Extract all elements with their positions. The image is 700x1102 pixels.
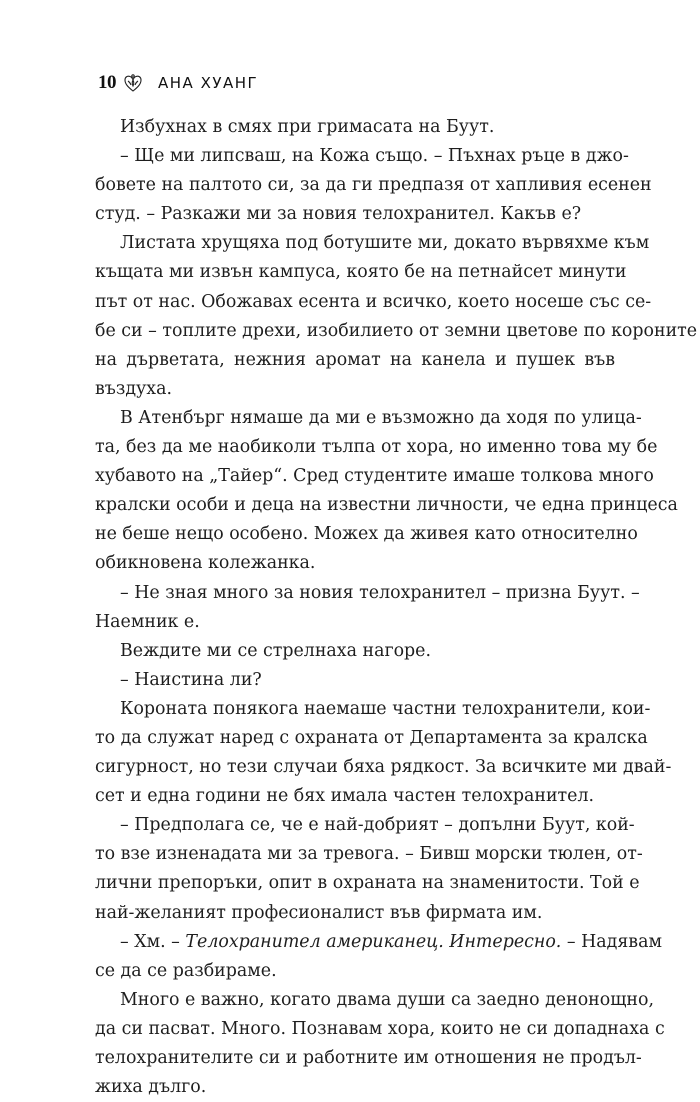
text-line: Наемник е.: [95, 611, 200, 632]
text-line: лични препоръки, опит в охраната на знаменитости. Той е: [95, 873, 640, 894]
text-line: В Атенбърг нямаше да ми е възможно да ходя по улица-: [120, 407, 642, 428]
text-line: на дърветата, нежния аромат на канела и пушек във: [95, 349, 615, 370]
text-line: къщата ми извън кампуса, която бе на петнайсет минути: [95, 262, 627, 283]
text-line: то да служат наред с охраната от Департамента за кралска: [95, 727, 648, 748]
text-line: студ. – Разкажи ми за новия телохранител. Какъв е?: [95, 204, 582, 225]
text-line: – Наистина ли?: [120, 669, 262, 690]
text-line: обикновена колежанка.: [95, 553, 316, 574]
text-line: телохранителите си и работните им отношения не продъл-: [95, 1048, 642, 1068]
text-segment: – Надявам: [561, 931, 662, 952]
text-line: се да се разбираме.: [95, 960, 277, 981]
running-header: [98, 68, 258, 98]
text-line: сет и една години не бях имала частен телохранител.: [95, 786, 595, 807]
text-line: не беше нещо особено. Можех да живея като относително: [95, 524, 638, 545]
text-line: сигурност, но тези случаи бяха рядкост. За всичките ми двай-: [95, 757, 672, 778]
text-line: хубавото на „Тайер“. Сред студентите имаше толкова много: [95, 466, 654, 487]
page-number: 10: [98, 72, 116, 93]
text-line: Веждите ми се стрелнаха нагоре.: [120, 640, 432, 661]
text-line: – Ще ми липсваш, на Кожа също. – Пъхнах ръце в джо-: [120, 146, 629, 167]
text-line: – Предполага се, че е най-добрият – допълни Буут, кой-: [120, 815, 635, 836]
text-line: Избухнах в смях при гримасата на Буут.: [120, 117, 495, 137]
author-name: АНА ХУАНГ: [158, 74, 259, 92]
text-line: Короната понякога наемаше частни телохранители, кои-: [120, 698, 651, 719]
text-segment: – Хм. –: [120, 931, 186, 952]
floral-ornament-icon: [122, 72, 144, 94]
text-line-with-italics: [95, 928, 662, 957]
text-line: най-желаният професионалист във фирмата им.: [95, 902, 543, 923]
italic-thought: Телохранител американец. Интересно.: [185, 931, 562, 952]
text-line: да си пасват. Много. Познавам хора, които не си допаднаха с: [95, 1018, 665, 1039]
text-line: жиха дълго.: [95, 1077, 207, 1098]
text-line: път от нас. Обожавах есента и всичко, което носеше със се-: [95, 291, 652, 312]
text-line: – Не зная много за новия телохранител – призна Буут. –: [120, 582, 640, 603]
text-line: Листата хрущяха под ботушите ми, докато вървяхме към: [120, 233, 650, 254]
text-line: бовете на палтото си, за да ги предпазя от хапливия есенен: [95, 175, 652, 196]
text-line: въздуха.: [95, 378, 172, 399]
text-line: та, без да ме наобиколи тълпа от хора, но именно това му бе: [95, 437, 658, 458]
text-line: кралски особи и деца на известни личности, че една принцеса: [95, 495, 678, 516]
body-text: [95, 113, 698, 1102]
text-line: то взе изненадата ми за тревога. – Бивш морски тюлен, от-: [95, 844, 643, 865]
text-line: Много е важно, когато двама души са заедно денонощно,: [120, 989, 654, 1010]
text-line: бе си – топлите дрехи, изобилието от земни цветове по короните: [95, 320, 698, 341]
